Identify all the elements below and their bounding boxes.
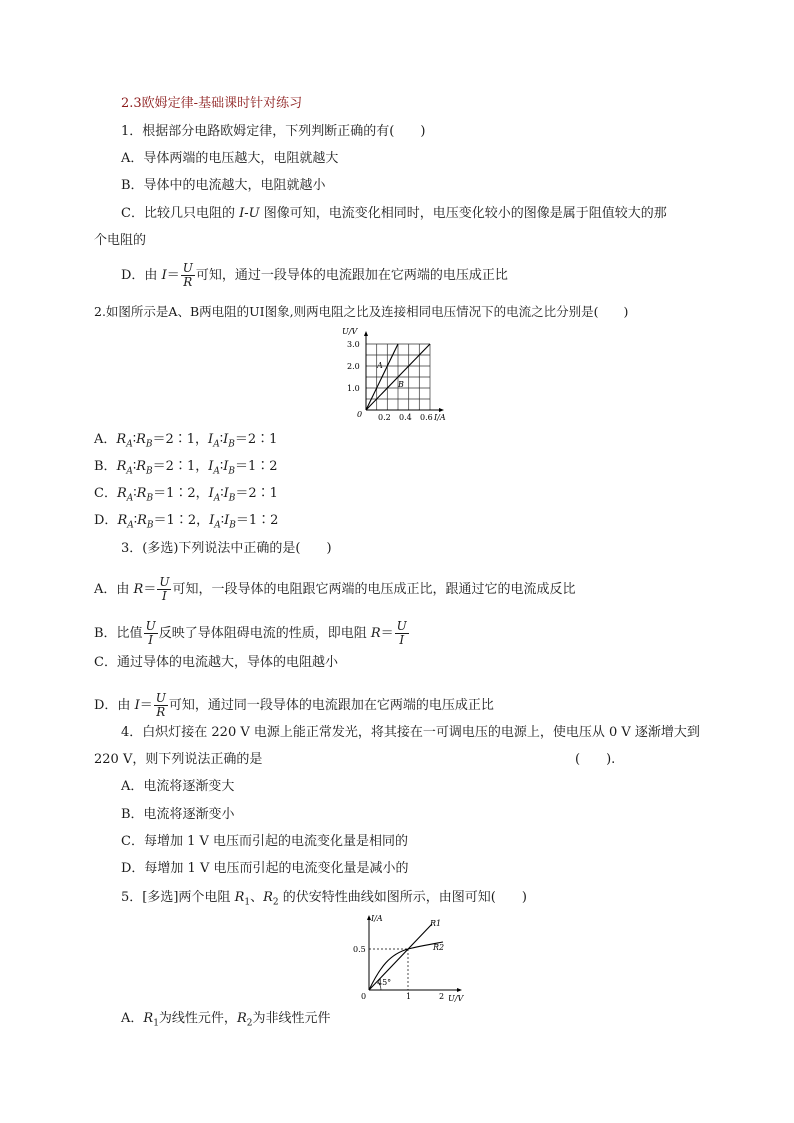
q1-option-c-cont: 个电阻的 bbox=[94, 233, 147, 248]
q2-x-axis-label: I/A bbox=[434, 413, 446, 422]
q5-x-tick: 2 bbox=[439, 992, 445, 1001]
q1-option-d: D．由 I＝ $\frac{U}{R}$ 可知，通过一段导体的电流跟加在它两端的电压成正比 bbox=[121, 261, 508, 289]
q2-y-tick: 1.0 bbox=[347, 384, 360, 393]
q2-stem: 2.如图所示是A、B两电阻的UI图象,则两电阻之比及连接相同电压情况下的电流之比分别是( ) bbox=[94, 304, 629, 319]
fraction-u-over-i: $\frac{U}{I}$ bbox=[159, 575, 170, 603]
q2-line-a-label: A bbox=[377, 361, 383, 370]
q5-r2-label: R2 bbox=[433, 943, 445, 952]
q2-y-axis-label: U/V bbox=[342, 327, 358, 336]
q1-stem: 1．根据部分电路欧姆定律，下列判断正确的有( ) bbox=[121, 124, 426, 139]
q5-r1-label: R1 bbox=[430, 919, 442, 928]
q2-origin-label: 0 bbox=[357, 410, 363, 419]
q5-y-axis-label: I/A bbox=[371, 914, 383, 923]
q2-option-b: B．$R_A∶R_B=2∶1$，$I_A∶I_B=1∶2$ bbox=[94, 459, 278, 477]
q2-option-a: A．$R_A∶R_B=2∶1$，$I_A∶I_B=2∶1$ bbox=[94, 432, 278, 450]
q5-angle-label: 45° bbox=[377, 978, 392, 987]
fraction-u-over-r: $\frac{U}{R}$ bbox=[155, 691, 166, 719]
q2-line-b-label: B bbox=[398, 380, 404, 389]
q2-option-d: D．$R_A∶R_B=1∶2$，$I_A∶I_B=1∶2$ bbox=[94, 513, 279, 531]
q5-y-tick: 0.5 bbox=[353, 945, 366, 954]
q5-option-a: A．$R_1$为线性元件，$R_2$为非线性元件 bbox=[121, 1011, 331, 1029]
q4-stem-line2: 220 V，则下列说法正确的是 bbox=[94, 752, 263, 767]
q5-x-axis-label: U/V bbox=[448, 994, 464, 1003]
q3-option-a: A．由 R＝ $\frac{U}{I}$ 可知，一段导体的电阻跟它两端的电压成正比，跟通过它的电流成反比 bbox=[94, 575, 576, 603]
q2-x-tick: 0.6 bbox=[420, 413, 433, 422]
q5-origin-label: 0 bbox=[361, 992, 367, 1001]
q2-x-tick: 0.4 bbox=[399, 413, 412, 422]
fraction-u-over-r: $\frac{U}{R}$ bbox=[182, 261, 193, 289]
q5-x-tick: 1 bbox=[406, 992, 412, 1001]
q2-y-tick: 3.0 bbox=[347, 340, 360, 349]
q1-option-b: B．导体中的电流越大，电阻就越小 bbox=[121, 178, 326, 193]
q3-option-c: C．通过导体的电流越大，导体的电阻越小 bbox=[94, 655, 338, 670]
q4-answer-blank: ( ). bbox=[575, 752, 616, 767]
q4-option-b: B．电流将逐渐变小 bbox=[121, 807, 235, 822]
fraction-u-over-i: $\frac{U}{I}$ bbox=[396, 619, 407, 647]
q1-option-a: A．导体两端的电压越大，电阻就越大 bbox=[121, 151, 339, 166]
q3-option-d: D．由 I＝ $\frac{U}{R}$ 可知，通过同一段导体的电流跟加在它两端的电压成正比 bbox=[94, 691, 494, 719]
q4-option-d: D．每增加 1 V 电压而引起的电流变化量是减小的 bbox=[121, 861, 409, 876]
fraction-u-over-i: $\frac{U}{I}$ bbox=[145, 619, 156, 647]
document-title: 2.3欧姆定律-基础课时针对练习 bbox=[121, 96, 303, 111]
q2-y-tick: 2.0 bbox=[347, 362, 360, 371]
q4-option-a: A．电流将逐渐变大 bbox=[121, 779, 235, 794]
q4-stem-line1: 4．白炽灯接在 220 V 电源上能正常发光，将其接在一可调电压的电源上，使电压从 0 V 逐渐增大到 bbox=[121, 725, 700, 740]
q2-option-c: C．$R_A∶R_B=1∶2$，$I_A∶I_B=2∶1$ bbox=[94, 486, 278, 504]
q1-option-c: C．比较几只电阻的 I-U 图像可知，电流变化相同时，电压变化较小的图像是属于阻值较大的那 bbox=[121, 206, 667, 221]
q2-ui-graph bbox=[338, 326, 458, 426]
q2-x-tick: 0.2 bbox=[378, 413, 391, 422]
q3-option-b: B．比值 $\frac{U}{I}$ 反映了导体阻碍电流的性质，即电阻 R＝ $\frac{U}{I}$ bbox=[94, 619, 407, 647]
q4-option-c: C．每增加 1 V 电压而引起的电流变化量是相同的 bbox=[121, 834, 409, 849]
q5-stem: 5．[多选]两个电阻 $R_1$、$R_2$ 的伏安特性曲线如图所示，由图可知( ) bbox=[121, 890, 527, 908]
q3-stem: 3．(多选)下列说法中正确的是( ) bbox=[121, 541, 332, 556]
q5-iu-graph bbox=[350, 912, 478, 1004]
